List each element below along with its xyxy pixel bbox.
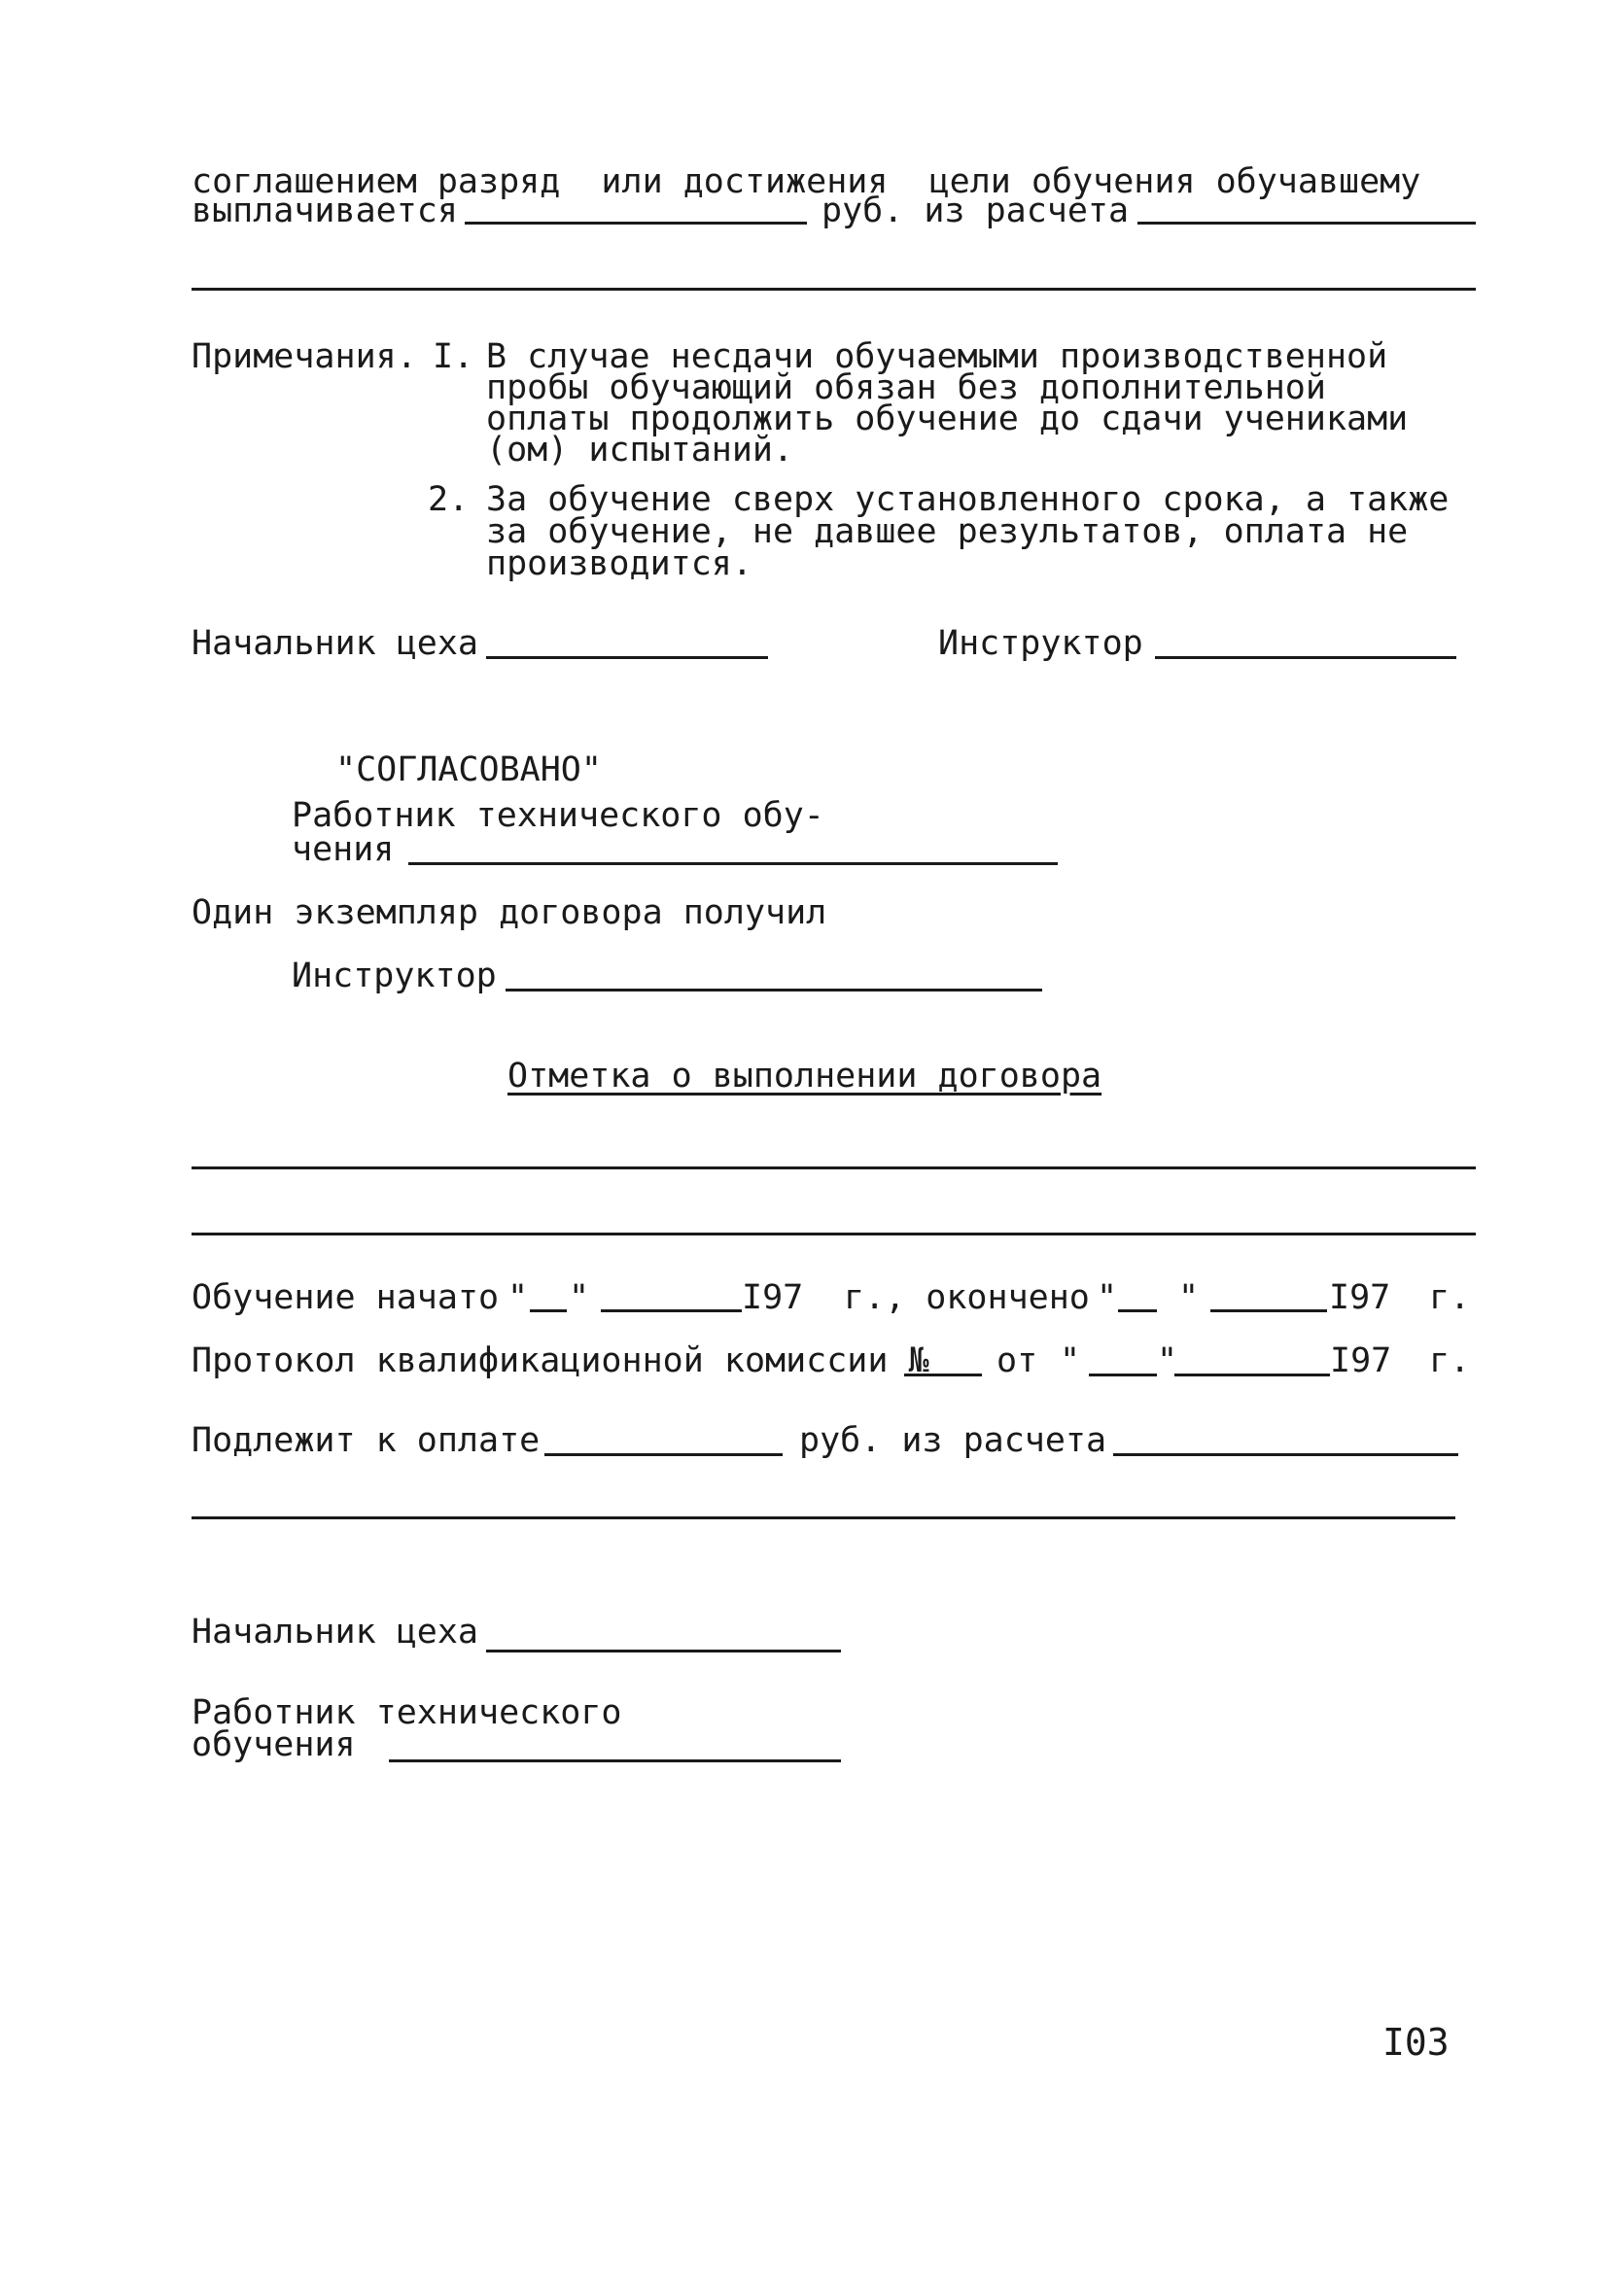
note-1-line-2: пробы обучающий обязан без дополнительной (486, 368, 1326, 407)
payable-basis-field[interactable] (1113, 1453, 1458, 1456)
payment-basis-field[interactable] (1137, 222, 1476, 225)
protocol-year-suffix: г. (1429, 1341, 1471, 1380)
chief-signature-field-2[interactable] (486, 1650, 841, 1652)
note-2-line-1: За обучение сверх установленного срока, а также (486, 480, 1450, 519)
copy-instructor-label: Инструктор (292, 957, 497, 995)
note-2-line-2: за обучение, не давшее результатов, оплата не (486, 512, 1409, 551)
final-worker-line-1: Работник технического (192, 1693, 622, 1732)
notes-label: Примечания. (192, 337, 417, 376)
page-number: I03 (1382, 2021, 1450, 2064)
protocol-month-field[interactable] (1174, 1374, 1330, 1376)
note-1-line-3: оплаты продолжить обучение до сдачи учениками (486, 400, 1409, 438)
approval-heading: "СОГЛАСОВАНО" (335, 750, 602, 789)
payment-basis-continuation-line[interactable] (192, 288, 1476, 291)
protocol-open-quote: " (1060, 1341, 1081, 1380)
chief-label-2: Начальник цеха (192, 1613, 479, 1652)
approval-worker-line-2: чения (292, 830, 395, 869)
instructor-label-1: Инструктор (938, 624, 1143, 663)
chief-label-1: Начальник цеха (192, 624, 479, 663)
approval-worker-signature-field[interactable] (408, 862, 1058, 865)
start-year-prefix: I97 (742, 1278, 804, 1317)
agreement-line-2-mid: руб. из расчета (821, 191, 1130, 230)
note-1-line-4: (ом) испытаний. (486, 431, 794, 470)
completion-notes-line-2[interactable] (192, 1233, 1476, 1235)
payable-basis-label: руб. из расчета (799, 1421, 1107, 1460)
note-2-line-3: производится. (486, 544, 752, 583)
payable-amount-field[interactable] (544, 1453, 783, 1456)
payment-amount-field[interactable] (465, 222, 807, 225)
end-month-field[interactable] (1210, 1309, 1327, 1312)
protocol-from-label: от (996, 1341, 1038, 1380)
note-2-number: 2. (428, 480, 470, 519)
note-1-number: I. (433, 337, 474, 376)
training-start-label: Обучение начато (192, 1278, 500, 1317)
copy-instructor-signature-field[interactable] (506, 989, 1042, 991)
end-close-quote: " (1178, 1278, 1200, 1317)
payable-continuation-line[interactable] (192, 1516, 1455, 1519)
agreement-line-1: соглашением разряд или достижения цели обучения обучавшему (192, 162, 1421, 201)
protocol-day-field[interactable] (1089, 1374, 1157, 1376)
completion-notes-line-1[interactable] (192, 1166, 1476, 1169)
agreement-line-2-prefix: выплачивается (192, 191, 458, 230)
protocol-year-prefix: I97 (1330, 1341, 1392, 1380)
chief-signature-field-1[interactable] (486, 656, 768, 659)
protocol-number-field[interactable] (904, 1374, 982, 1376)
end-year-suffix: г. (1429, 1278, 1471, 1317)
copy-received-text: Один экземпляр договора получил (192, 893, 827, 932)
start-open-quote: " (507, 1278, 529, 1317)
start-month-field[interactable] (601, 1309, 742, 1312)
end-day-field[interactable] (1118, 1309, 1157, 1312)
start-day-field[interactable] (530, 1309, 567, 1312)
start-year-suffix: г., окончено (844, 1278, 1090, 1317)
protocol-close-quote: " (1157, 1341, 1178, 1380)
start-close-quote: " (569, 1278, 590, 1317)
final-worker-signature-field[interactable] (389, 1759, 841, 1762)
end-year-prefix: I97 (1329, 1278, 1391, 1317)
completion-title: Отметка о выполнении договора (507, 1057, 1102, 1096)
note-1-line-1: В случае несдачи обучаемыми производственной (486, 337, 1388, 376)
payable-label: Подлежит к оплате (192, 1421, 541, 1460)
instructor-signature-field-1[interactable] (1155, 656, 1456, 659)
end-open-quote: " (1097, 1278, 1118, 1317)
protocol-label: Протокол квалификационной комиссии № (192, 1341, 929, 1380)
approval-worker-line-1: Работник технического обу- (292, 796, 824, 835)
final-worker-line-2: обучения (192, 1725, 356, 1764)
